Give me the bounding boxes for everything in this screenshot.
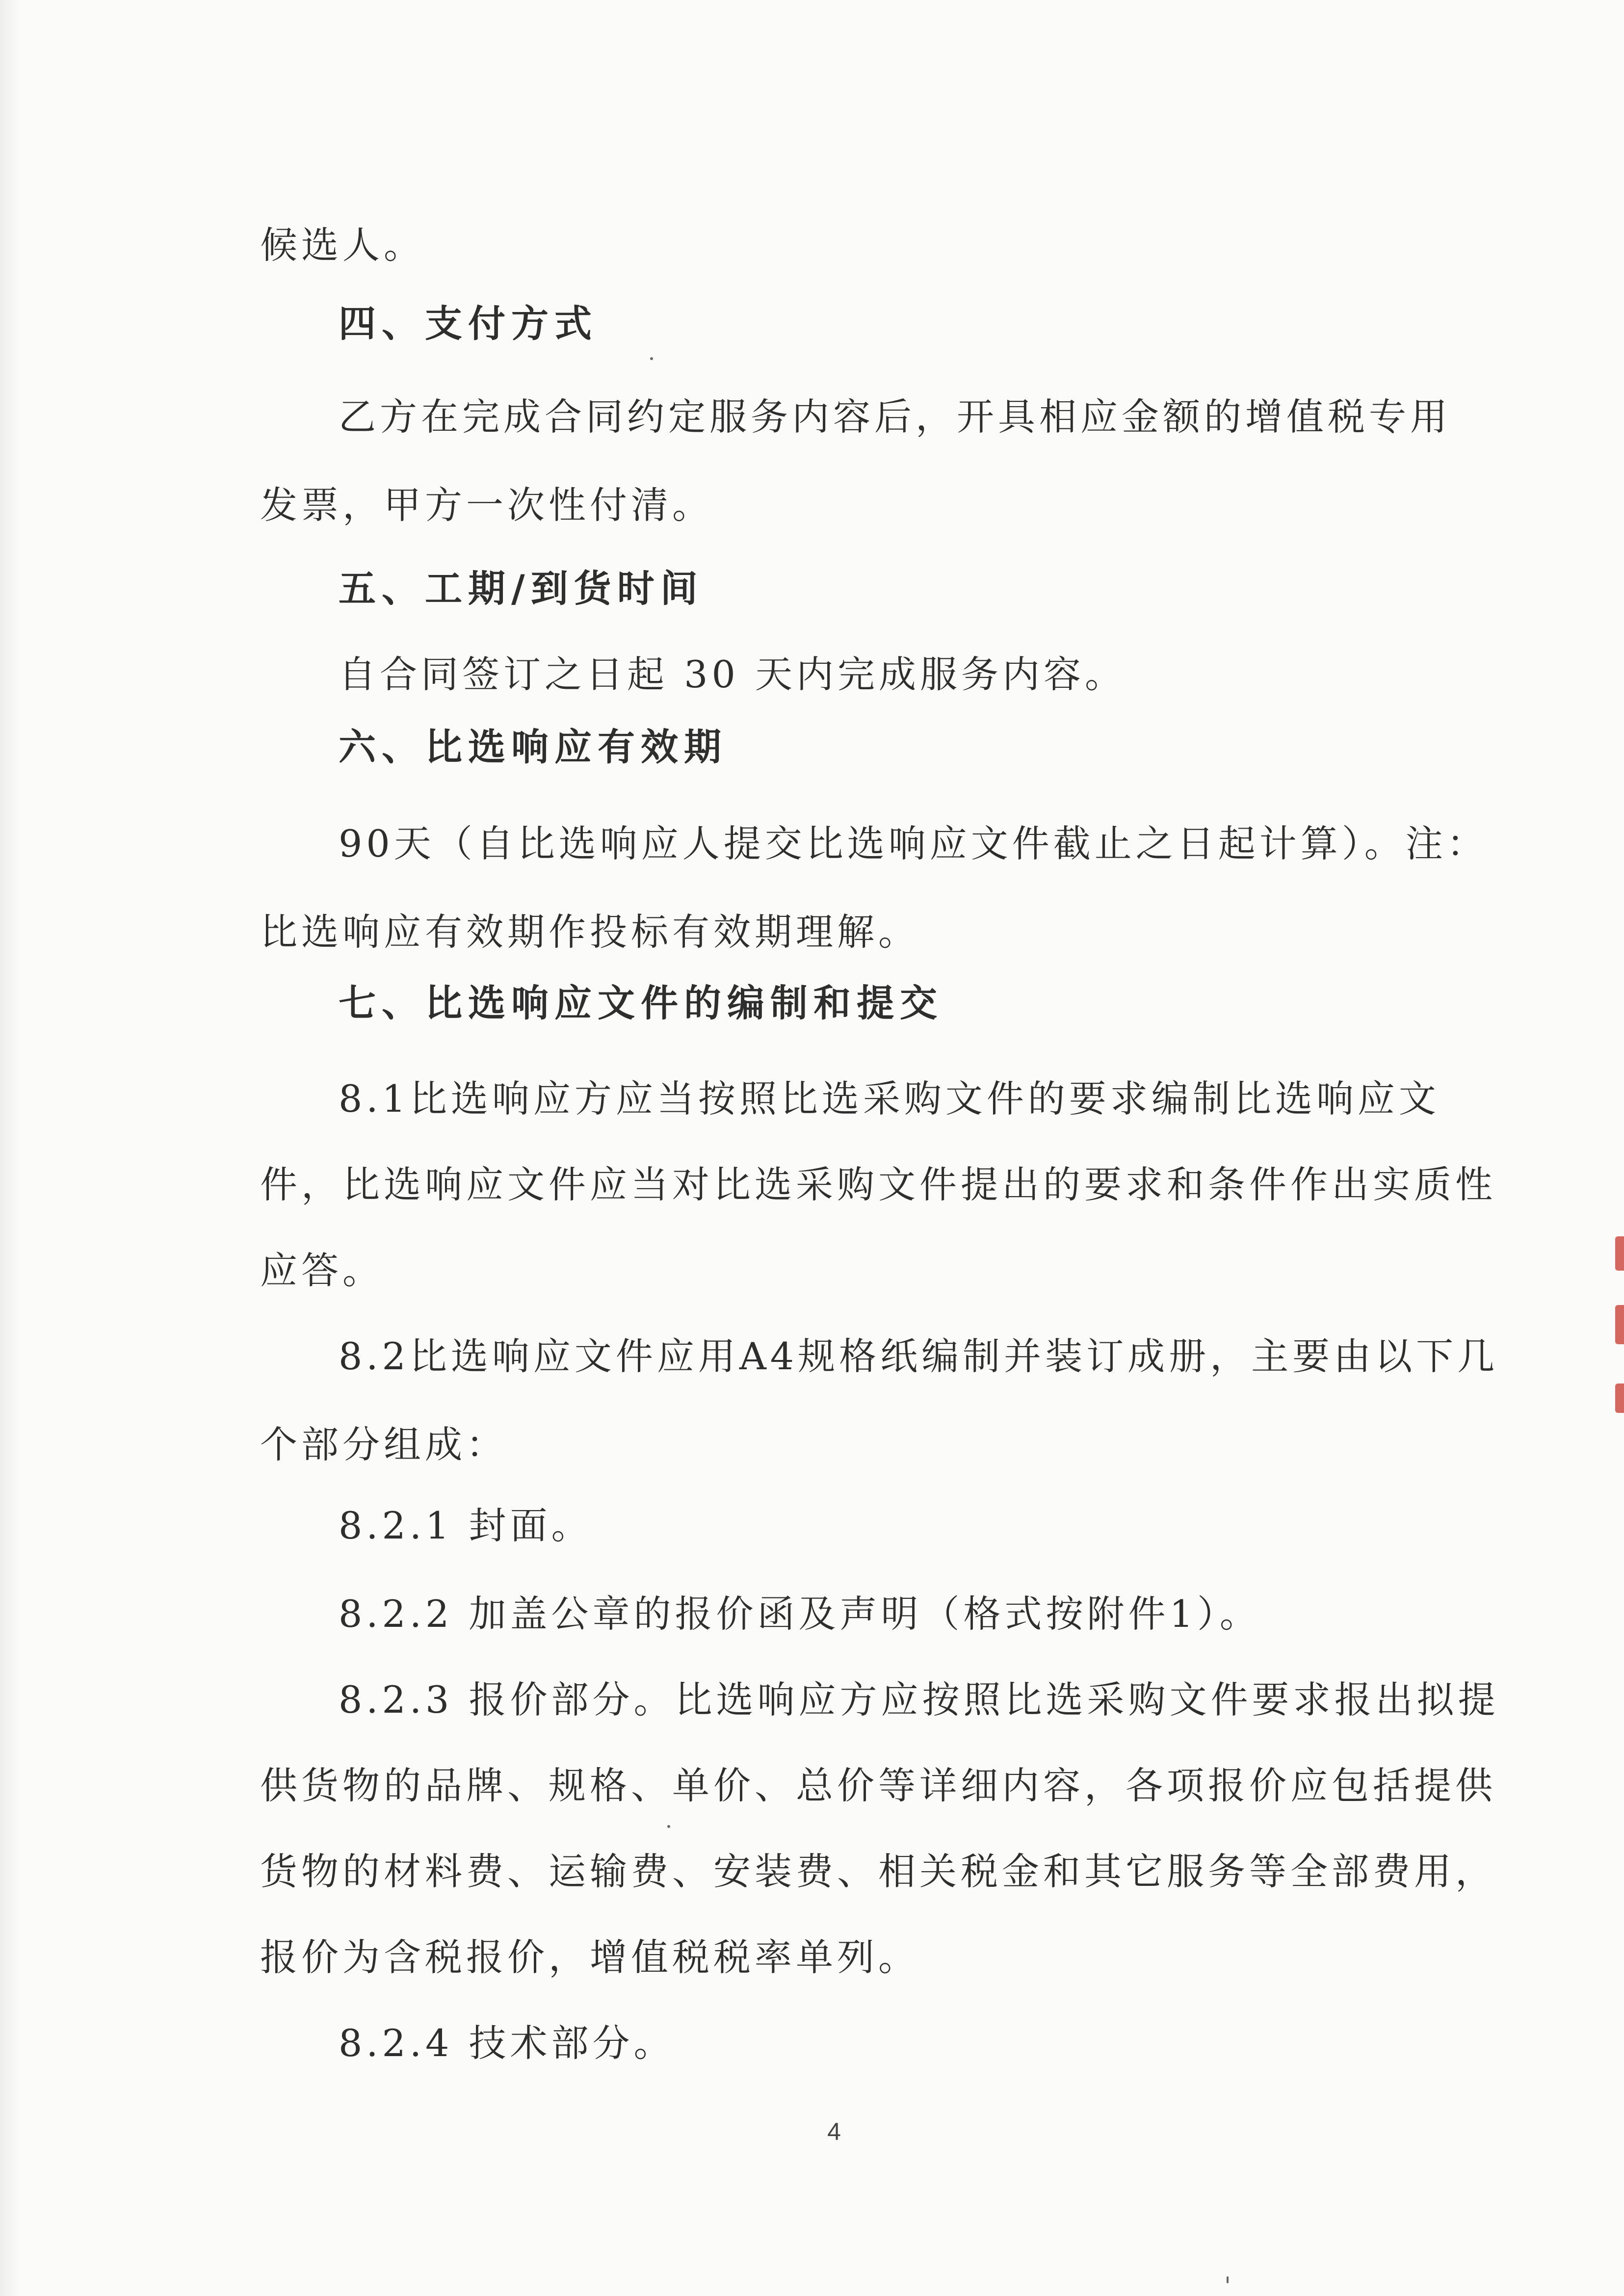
text-line-15: 个部分组成： [260,1423,507,1466]
section-heading-payment: 四、支付方式 [339,302,598,345]
text-line-21: 报价为含税报价，增值税税率单列。 [260,1935,919,1979]
text-line-3: 乙方在完成合同约定服务内容后，开具相应金额的增值税专用 [339,395,1451,439]
scan-speck [1227,2276,1229,2283]
text-line-22: 8.2.4 技术部分。 [339,2021,675,2065]
section-heading-validity: 六、比选响应有效期 [339,725,727,769]
text-line-8: 90天（自比选响应人提交比选响应文件截止之日起计算）。注： [339,822,1488,865]
section-heading-schedule: 五、工期/到货时间 [339,567,704,610]
stamp-edge-mark [1615,1305,1624,1344]
text-line-6: 自合同签订之日起 30 天内完成服务内容。 [339,652,1126,696]
text-line-4: 发票，甲方一次性付清。 [260,483,713,527]
scan-speck [650,357,653,360]
text-line-16: 8.2.1 封面。 [339,1504,593,1547]
text-line-11: 8.1比选响应方应当按照比选采购文件的要求编制比选响应文 [339,1077,1440,1121]
scan-shadow [0,0,20,2296]
text-line-1: 候选人。 [260,223,425,267]
text-line-17: 8.2.2 加盖公章的报价函及声明（格式按附件1）。 [339,1592,1261,1636]
text-line-12: 件，比选响应文件应当对比选采购文件提出的要求和条件作出实质性 [260,1163,1496,1206]
text-line-9: 比选响应有效期作投标有效期理解。 [260,910,919,954]
text-line-14: 8.2比选响应文件应用A4规格纸编制并装订成册，主要由以下几 [339,1334,1499,1378]
section-heading-preparation: 七、比选响应文件的编制和提交 [339,981,943,1025]
stamp-edge-mark [1615,1236,1624,1271]
text-line-20: 货物的材料费、运输费、安装费、相关税金和其它服务等全部费用， [260,1850,1496,1893]
text-line-13: 应答。 [260,1249,384,1292]
scan-speck [667,1825,670,1828]
stamp-edge-mark [1615,1383,1624,1413]
text-line-18: 8.2.3 报价部分。比选响应方应按照比选采购文件要求报出拟提 [339,1678,1499,1722]
page-number: 4 [827,2118,841,2145]
text-line-19: 供货物的品牌、规格、单价、总价等详细内容，各项报价应包括提供 [260,1764,1496,1807]
